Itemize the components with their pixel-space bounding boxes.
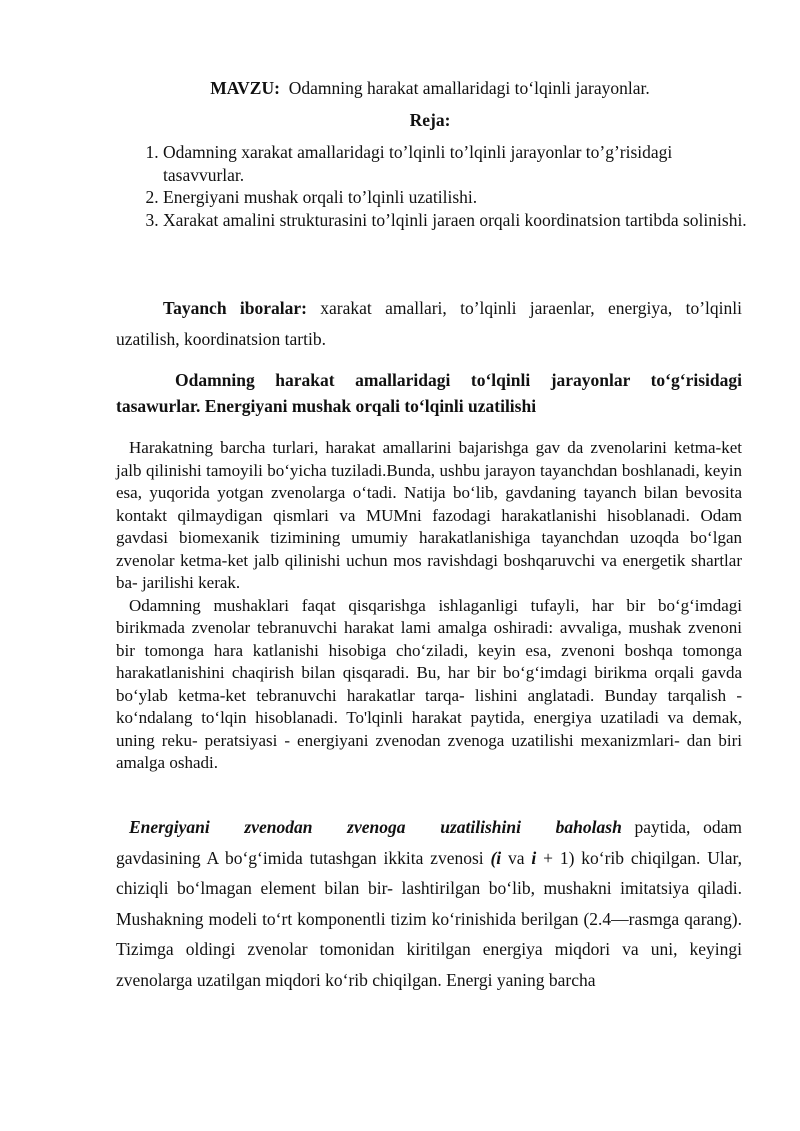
body-text bbox=[116, 437, 742, 775]
title-label: MAVZU: bbox=[210, 78, 280, 98]
energy-paragraph bbox=[116, 812, 742, 995]
energy-var-i2: i bbox=[531, 847, 537, 868]
energy-lead: Energiyani zvenodan zvenoga uzatilishini baholash bbox=[129, 817, 622, 837]
energy-var-i1: (i bbox=[490, 847, 502, 868]
page-title bbox=[0, 78, 800, 99]
title-text: Odamning harakat amallaridagi to‘lqinli jarayonlar. bbox=[288, 78, 650, 98]
section-heading: Odamning harakat amallaridagi to‘lqinli jarayonlar to‘g‘risidagi tasawurlar. Energiyani mushak orqali to‘lqinli uzatilishi bbox=[116, 370, 742, 416]
paragraph: Odamning mushaklari faqat qisqarishga ishlaganligi tufayli, har bir bo‘g‘imdagi birikmada zvenolar tebranuvchi harakat lami amalga oshiradi: avvaliga, mushak zvenoni bir tomonga hara katlanishi hisobiga cho‘ziladi, keyin esa, zvenoni boshqa tomonga harakatlanishini chaqirish bilan qisqaradi. Bu, har bir bo‘g‘imdagi birikma orqali gavda bo‘ylab ketma-ket tebranuvchi harakatlar tarqa- lishini anglatadi. Bunday tarqalish - ko‘ndalang to‘lqin hisoblanadi. To'lqinli harakat paytida, energiya uzatiladi va demak, uning reku- peratsiyasi - energiyani zvenodan zvenoga uzatilishi mexanizmlari- dan biri amalga oshadi. bbox=[116, 595, 742, 772]
plan-item: 3. Xarakat amalini strukturasini to’lqinli jaraen orqali koordinatsion tartibda solinishi. bbox=[163, 209, 753, 232]
plan-item: 1. Odamning xarakat amallaridagi to’lqinli to’lqinli jarayonlar to’g’risidagi tasavvurlar. bbox=[163, 141, 753, 186]
plan-list bbox=[136, 141, 753, 231]
keywords-label: Tayanch iboralar: bbox=[163, 298, 307, 318]
plan-item: 2. Energiyani mushak orqali to’lqinli uzatilishi. bbox=[163, 186, 753, 209]
energy-text-c: + 1) ko‘rib chiqilgan. Ular, chiziqli bo‘lmagan element bilan bir- lashtirilgan bo‘lib, mushakni imitatsiya qiladi. Mushakning modeli to‘rt komponentli tizim ko‘rinishida berilgan (2.4—rasmga qarang). Tizimga oldingi zvenolar tomonidan kiritilgan energiya miqdori va uni, keyingi zvenolarga uzatilgan miqdori ko‘rib chiqilgan. Energi yaning barcha bbox=[116, 847, 742, 990]
keywords-text: xarakat amallari, to’lqinli jaraenlar, energiya, to’lqinli uzatilish, koordinatsion tartib. bbox=[116, 298, 742, 349]
keywords-paragraph bbox=[116, 293, 742, 355]
energy-text-a: paytida, odam gavdasining A bo‘g‘imida tutashgan ikkita zvenosi bbox=[116, 817, 742, 868]
energy-text-b: va bbox=[501, 847, 532, 868]
paragraph: Harakatning barcha turlari, harakat amallarini bajarishga gav da zvenolarini ketma-ket jalb qilinishi tamoyili bo‘yicha tuziladi.Bunda, ushbu jarayon tayanchdan boshlanadi, keyin esa, yuqorida yotgan zvenolarga o‘tadi. Natija bo‘lib, gavdaning tayanch bilan bevosita kontakt qilmaydigan qismlari va MUMni fazodagi harakatlanishi hisoblanadi. Odam gavdasi biomexanik tizimining umumiy harakatlanishiga tayanchdan uzoqda bo‘lgan zvenolar ketma-ket jalb qilinishi uchun mos ravishdagi boshqaruvchi va energetik shartlar ba- jarilishi kerak. bbox=[116, 438, 742, 592]
plan-heading: Reja: bbox=[409, 110, 451, 130]
